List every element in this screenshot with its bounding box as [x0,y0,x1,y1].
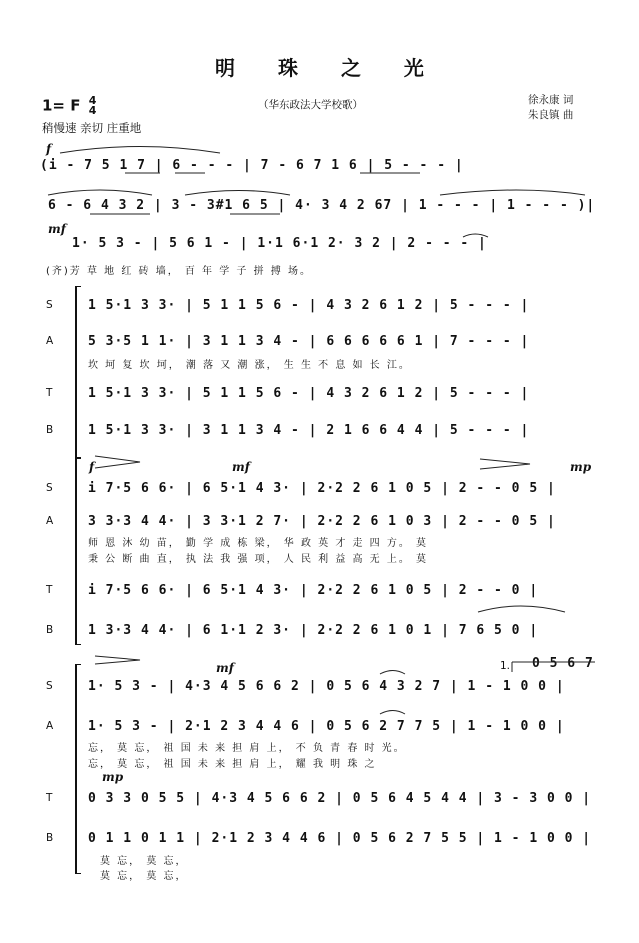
label-soprano-3: S [46,680,53,692]
sys1-lyric: 坎 坷 复 坎 坷， 潮 落 又 潮 涨， 生 生 不 息 如 长 江。 [88,360,411,371]
intro-slur-2 [48,190,152,195]
subtitle: （华东政法大学校歌） [258,99,363,111]
sys3-lyric-2: 忘， 莫 忘， 祖 国 未 来 担 肩 上， 耀 我 明 珠 之 [88,759,377,770]
sys1-tenor: 1 5·1 3 3· | 5 1 1 5 6 - | 4 3 2 6 1 2 | 5 - - - | [88,386,530,401]
sys2-tenor: i 7·5 6 6· | 6 5·1 4 3· | 2·2 2 6 1 0 5 | 2 - - 0 | [88,583,539,598]
key-label: 1= F [42,96,81,115]
dynamic-mf-unison: mf [48,222,66,236]
label-soprano: S [46,299,53,311]
sys3-bass: 0 1 1 0 1 1 | 2·1 2 3 4 4 6 | 0 5 6 2 7 5 5 | 1 - 1 0 0 | [88,831,592,846]
sys2-lyric-1: 师 恩 沐 幼 苗， 勤 学 成 栋 梁， 华 政 英 才 走 四 方。 莫 [88,538,429,549]
hairpin-dim-sys2 [480,459,530,469]
hairpin-cresc-sys2 [95,456,140,468]
sys1-soprano: 1 5·1 3 3· | 5 1 1 5 6 - | 4 3 2 6 1 2 | 5 - - - | [88,298,530,313]
dynamic-mf-sys2: mf [232,460,250,474]
time-bottom: 4 [88,104,97,117]
volta-bracket [512,662,595,672]
volta-notes: 0 5 6 7 [532,656,594,671]
label-bass-2: B [46,624,54,636]
bass-slur-sys2 [478,606,565,612]
a3-slur-1 [380,711,405,715]
intro-slur-4 [440,190,585,195]
dynamic-f-intro: f [46,142,52,156]
sys3-lyric-1: 忘， 莫 忘， 祖 国 未 来 担 肩 上， 不 负 青 春 时 光。 [88,743,406,754]
sys3-alto: 1· 5 3 - | 2·1 2 3 4 4 6 | 0 5 6 2 7 7 5 | 1 - 1 0 0 | [88,719,565,734]
composer-credit: 朱良镇 曲 [528,109,574,121]
sys3-soprano: 1· 5 3 - | 4·3 4 5 6 6 2 | 0 5 6 4 3 2 7 | 1 - 1 0 0 | [88,679,565,694]
sys3-bass-lyric-1: 莫 忘， 莫 忘， [100,856,188,867]
intro-slur-1 [60,147,220,154]
label-tenor-3: T [46,792,53,804]
dynamic-f-sys2: f [89,460,95,474]
unison-notes: 1· 5 3 - | 5 6 1 - | 1·1 6·1 2· 3 2 | 2 - - - | [72,236,487,251]
sys3-tenor: 0 3 3 0 5 5 | 4·3 4 5 6 6 2 | 0 5 6 4 5 4 4 | 3 - 3 0 0 | [88,791,592,806]
unison-slur [463,234,488,237]
hairpin-sys3 [95,656,140,664]
dynamic-mp-sys3: mp [102,770,124,784]
label-soprano-2: S [46,482,53,494]
intro-slur-3 [185,191,290,196]
sys2-lyric-2: 秉 公 断 曲 直， 执 法 我 强 项， 人 民 利 益 高 无 上。 莫 [88,554,429,565]
sys1-bass: 1 5·1 3 3· | 3 1 1 3 4 - | 2 1 6 6 4 4 | 5 - - - | [88,423,530,438]
song-title: 明 珠 之 光 [215,56,442,80]
label-alto-3: A [46,720,54,732]
sys2-soprano: i 7·5 6 6· | 6 5·1 4 3· | 2·2 2 6 1 0 5 | 2 - - 0 5 | [88,481,556,496]
label-alto-2: A [46,515,54,527]
time-top: 4 [88,94,97,107]
sys2-bass: 1 3·3 4 4· | 6 1·1 2 3· | 2·2 2 6 1 0 1 | 7 6 5 0 | [88,623,539,638]
dynamic-mp-sys2: mp [570,460,592,474]
label-bass: B [46,424,54,436]
lyricist-credit: 徐永康 词 [528,94,574,106]
label-tenor: T [46,387,53,399]
dynamic-mf-sys3: mf [216,661,234,675]
label-bass-3: B [46,832,54,844]
tempo-marking: 稍慢速 亲切 庄重地 [42,121,142,135]
sys2-alto: 3 3·3 4 4· | 3 3·1 2 7· | 2·2 2 6 1 0 3 | 2 - - 0 5 | [88,514,556,529]
s3-slur-1 [380,671,405,675]
intro-line-2: 6 - 6 4 3 2 | 3 - 3#1 6 5 | 4· 3 4 2 67 | 1 - - - | 1 - - - )| [48,198,596,213]
label-alto: A [46,335,54,347]
sys3-bass-lyric-2: 莫 忘， 莫 忘， [100,871,188,882]
unison-lyric: (齐)芳 草 地 红 砖 墙， 百 年 学 子 拼 搏 场。 [46,266,312,277]
sys1-alto: 5 3·5 1 1· | 3 1 1 3 4 - | 6 6 6 6 6 1 | 7 - - - | [88,334,530,349]
volta-1-label: 1. [500,660,511,672]
intro-line-1: (i - 7 5 1 7 | 6 - - - | 7 - 6 7 1 6 | 5 - - - | [40,158,464,173]
label-tenor-2: T [46,584,53,596]
